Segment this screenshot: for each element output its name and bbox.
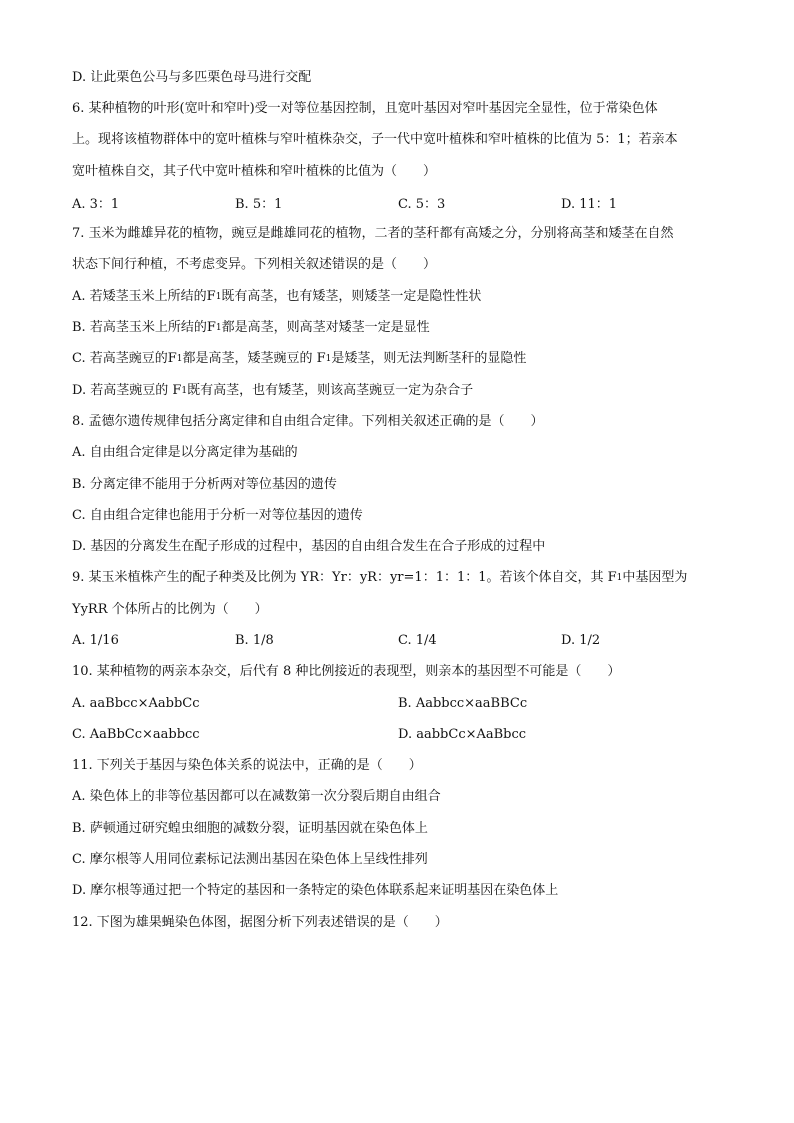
q7-stem-line-1: 7. 玉米为雌雄异花的植物，豌豆是雌雄同花的植物，二者的茎秆都有高矮之分，分别将高茎和矮茎在自然 [72,226,674,242]
q7-option-c: C. 若高茎豌豆的F 1 都是高茎，矮茎豌豆的 F 1 是矮茎，则无法判断茎秆的显隐性 [72,351,527,367]
q10-option-b: B. Aabbcc×aaBBCc [398,696,528,712]
q8-option-c: C. 自由组合定律也能用于分析一对等位基因的遗传 [72,507,363,523]
q8-option-b: B. 分离定律不能用于分析两对等位基因的遗传 [72,476,337,492]
q11-option-c: C. 摩尔根等人用同位素标记法测出基因在染色体上呈线性排列 [72,852,428,868]
exam-page [72,62,732,938]
q11-option-b: B. 萨顿通过研究蝗虫细胞的减数分裂，证明基因就在染色体上 [72,820,428,836]
q6-options [72,187,732,218]
q9-option-c: C. 1/4 [398,633,437,649]
q9-option-b: B. 1/8 [235,633,274,649]
q12-stem: 12. 下图为雄果蝇染色体图，据图分析下列表述错误的是（ ） [72,914,448,930]
q11-option-d: D. 摩尔根等通过把一个特定的基因和一条特定的染色体联系起来证明基因在染色体上 [72,883,559,899]
q7-stem-line-2: 状态下间行种植，不考虑变异。下列相关叙述错误的是（ ） [72,257,437,273]
q8-option-d: D. 基因的分离发生在配子形成的过程中，基因的自由组合发生在合子形成的过程中 [72,539,546,555]
q11-stem: 11. 下列关于基因与染色体关系的说法中，正确的是（ ） [72,758,422,774]
q6-option-d: D. 11：1 [561,197,618,213]
q7-option-d: D. 若高茎豌豆的 F 1 既有高茎，也有矮茎，则该高茎豌豆一定为杂合子 [72,382,474,398]
q5-option-d: D. 让此栗色公马与多匹栗色母马进行交配 [72,69,312,85]
q6-stem-line-1: 6. 某种植物的叶形(宽叶和窄叶)受一对等位基因控制，且宽叶基因对窄叶基因完全显性，位于常染色体 [72,100,658,116]
q6-option-b: B. 5：1 [235,197,283,213]
q10-options-row-1 [72,688,732,719]
q8-stem: 8. 孟德尔遗传规律包括分离定律和自由组合定律。下列相关叙述正确的是（ ） [72,413,544,429]
q10-options-row-2 [72,719,732,750]
q6-option-a: A. 3：1 [72,197,120,213]
q11-option-a: A. 染色体上的非等位基因都可以在减数第一次分裂后期自由组合 [72,789,441,805]
q6-option-c: C. 5：3 [398,197,446,213]
q9-option-a: A. 1/16 [72,633,119,649]
q6-stem-line-3: 宽叶植株自交，其子代中宽叶植株和窄叶植株的比值为（ ） [72,163,437,179]
q10-option-c: C. AaBbCc×aabbcc [72,727,200,743]
q9-stem-line-1: 9. 某玉米植株产生的配子种类及比例为 YR：Yr：yR：yr=1：1：1：1。若该个体自交，其 F 1 中基因型为 [72,570,688,586]
q10-option-a: A. aaBbcc×AabbCc [72,696,200,712]
q10-stem: 10. 某种植物的两亲本杂交，后代有 8 种比例接近的表现型，则亲本的基因型不可能是（ ） [72,664,621,680]
q9-options [72,625,732,656]
q7-option-a: A. 若矮茎玉米上所结的F 1 既有高茎，也有矮茎，则矮茎一定是隐性性状 [72,288,482,304]
q7-option-b: B. 若高茎玉米上所结的F 1 都是高茎，则高茎对矮茎一定是显性 [72,320,430,336]
q6-stem-line-2: 上。现将该植物群体中的宽叶植株与窄叶植株杂交，子一代中宽叶植株和窄叶植株的比值为 5：1；若亲本 [72,132,678,148]
q10-option-d: D. aabbCc×AaBbcc [398,727,527,743]
q8-option-a: A. 自由组合定律是以分离定律为基础的 [72,445,298,461]
q9-stem-line-2: YyRR 个体所占的比例为（ ） [72,601,268,617]
q9-option-d: D. 1/2 [561,633,601,649]
